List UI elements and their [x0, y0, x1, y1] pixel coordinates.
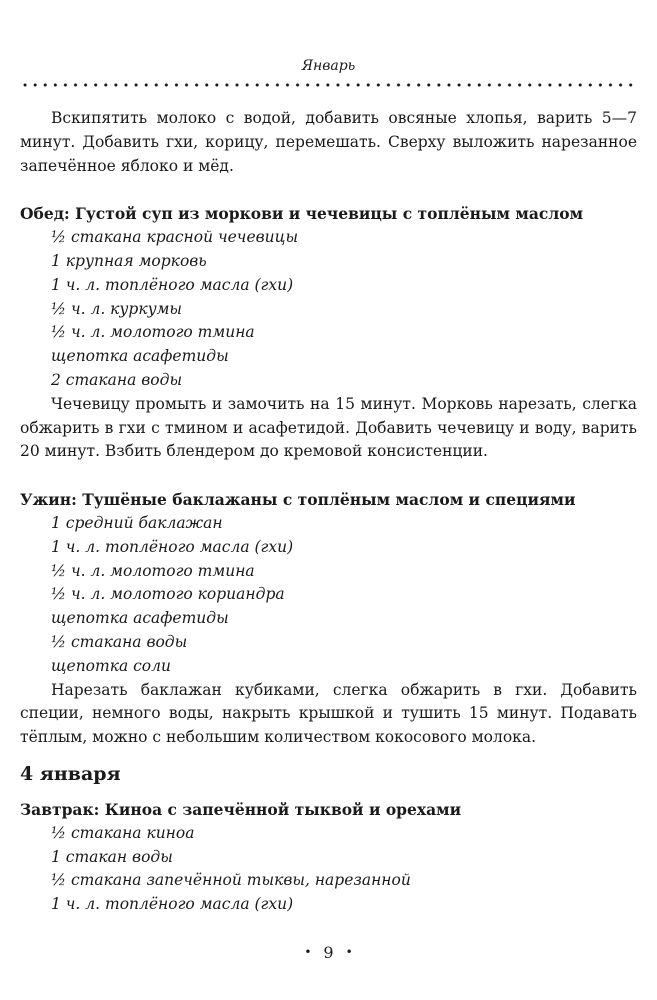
ingredient-item: ½ стакана красной чечевицы: [51, 228, 299, 247]
breakfast-instructions: Вскипятить молоко с водой, добавить овсяные хлопья, варить 5—7 минут. Добавить гхи, корицу, перемешать. Сверху выложить нарезанное запечённое яблоко и мёд.: [20, 109, 637, 175]
page-number-value: 9: [323, 943, 334, 962]
dinner-instructions: Нарезать баклажан кубиками, слегка обжарить в гхи. Добавить специи, немного воды, накрыть крышкой и тушить 15 минут. Подавать тёплым, можно с небольшим количеством кокосового молока.: [20, 680, 637, 747]
ingredient-item: 1 средний баклажан: [51, 513, 223, 532]
ingredient-item: ½ ч. л. молотого кориандра: [51, 585, 285, 604]
ingredient-item: щепотка асафетиды: [51, 347, 229, 366]
dinner-ingredients: [20, 512, 637, 679]
lunch-recipe: [20, 202, 637, 464]
breakfast-title: Завтрак: Киноа с запечённой тыквой и орехами: [20, 799, 462, 819]
ingredient-item: 2 стакана воды: [51, 370, 183, 389]
ingredient-item: ½ стакана воды: [51, 632, 188, 651]
ingredient-item: 1 ч. л. топлёного масла (гхи): [51, 275, 294, 294]
breakfast-ingredients: [20, 822, 637, 917]
ingredient-item: ½ ч. л. куркумы: [51, 299, 183, 318]
dinner-title: Ужин: Тушёные баклажаны с топлёным маслом и специями: [20, 490, 576, 510]
ingredient-item: ½ стакана запечённой тыквы, нарезанной: [51, 871, 411, 890]
ingredient-item: 1 крупная морковь: [51, 251, 207, 270]
ingredient-item: 1 стакан воды: [51, 847, 173, 866]
page-number: [0, 943, 657, 962]
ingredient-item: 1 ч. л. топлёного масла (гхи): [51, 895, 294, 914]
lunch-ingredients: [20, 226, 637, 393]
ingredient-item: ½ ч. л. молотого тмина: [51, 561, 255, 580]
dinner-recipe: [20, 488, 637, 750]
ingredient-item: щепотка асафетиды: [51, 609, 229, 628]
ingredient-item: ½ стакана киноа: [51, 823, 195, 842]
ingredient-item: 1 ч. л. топлёного масла (гхи): [51, 537, 294, 556]
ingredient-item: ½ ч. л. молотого тмина: [51, 323, 255, 342]
bullet-ornament: •: [345, 945, 353, 959]
section-gap: [20, 178, 637, 202]
lunch-instructions: Чечевицу промыть и замочить на 15 минут. Морковь нарезать, слегка обжарить в гхи с тмином и асафетидой. Добавить чечевицу и воду, варить 20 минут. Взбить блендером до кремовой консистенции.: [20, 394, 637, 461]
page-content: [20, 107, 637, 917]
day-heading: 4 января: [20, 762, 121, 785]
dotted-rule: [20, 82, 637, 88]
section-gap: [20, 464, 637, 488]
breakfast-recipe: [20, 798, 637, 917]
running-head: Январь: [301, 58, 356, 74]
bullet-ornament: •: [304, 945, 312, 959]
ingredient-item: щепотка соли: [51, 656, 171, 675]
lunch-title: Обед: Густой суп из моркови и чечевицы с топлёным маслом: [20, 204, 584, 224]
